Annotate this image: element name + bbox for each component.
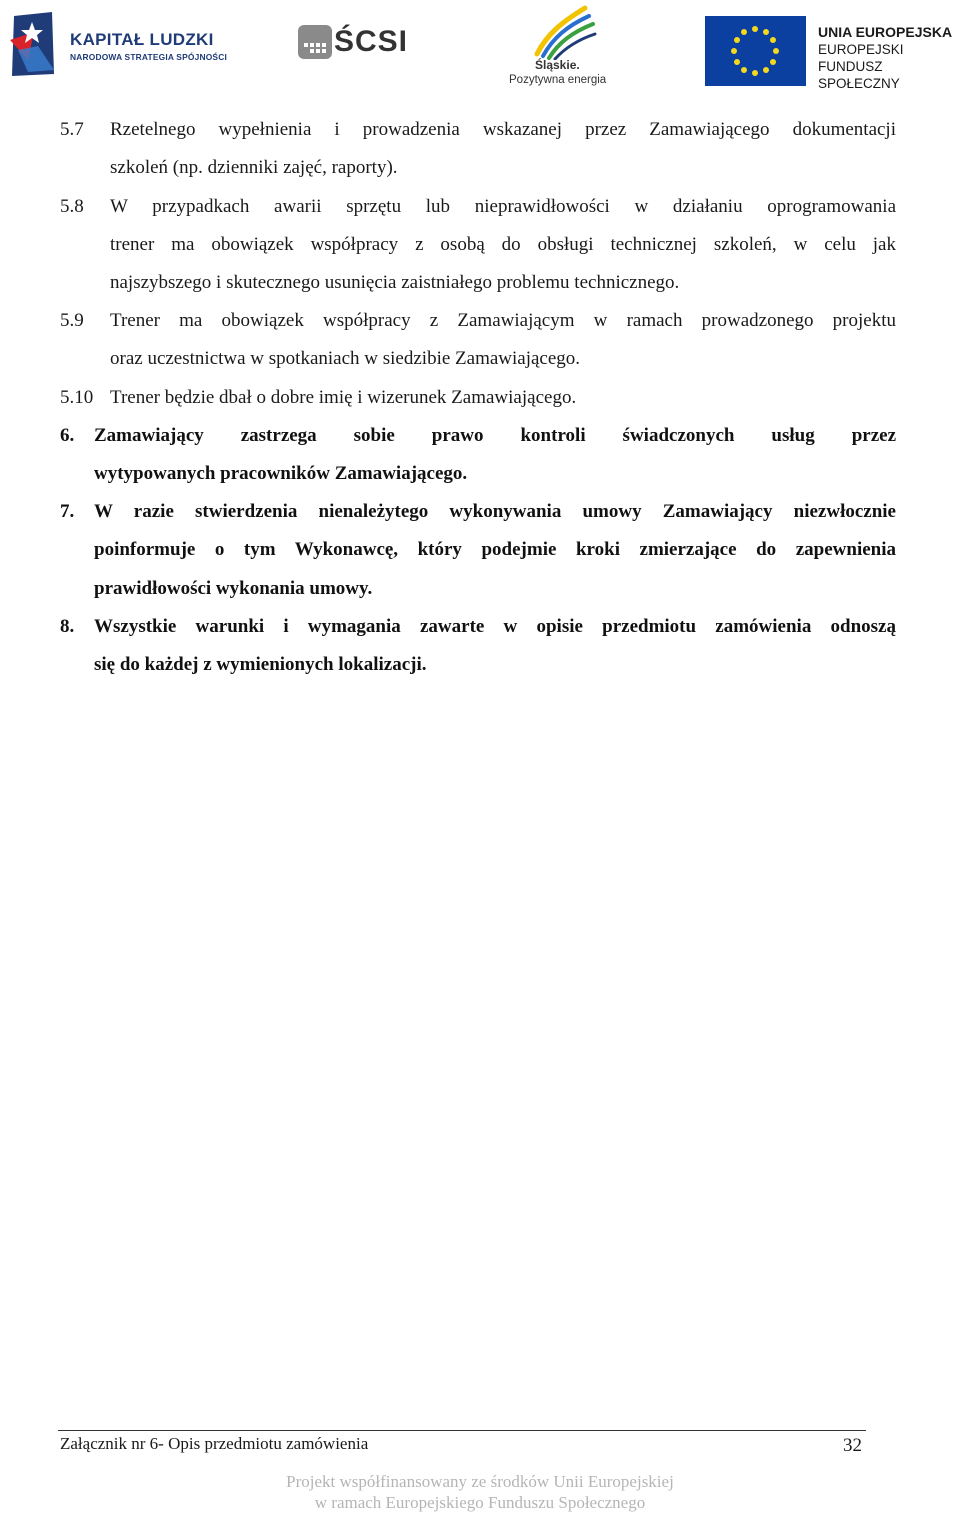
- footer-cofinancing-line-1: Projekt współfinansowany ze środków Unii Europejskiej: [286, 1472, 674, 1491]
- slaskie-slogan: Pozytywna energia: [509, 74, 607, 86]
- footer-cofinancing-line-2: w ramach Europejskiego Funduszu Społecznego: [314, 1493, 646, 1512]
- item-7-line-2: poinformuje o tym Wykonawcę, który podejmie kroki zmierzające do zapewnienia: [94, 539, 896, 560]
- slaskie-name: Śląskie.: [535, 58, 580, 72]
- item-7-number: 7.: [60, 501, 75, 522]
- slaskie-logo: [505, 4, 615, 90]
- item-5-9-number: 5.9: [60, 310, 84, 331]
- kapital-ludzki-title: KAPITAŁ LUDZKI: [70, 30, 214, 49]
- scsi-logo: [298, 22, 428, 62]
- scsi-wordmark: ŚCSI: [334, 25, 409, 58]
- slaskie-swoosh-icon: [527, 4, 597, 60]
- item-5-8-line-2: trener ma obowiązek współpracy z osobą do obsługi technicznej szkoleń, w celu jak: [110, 234, 896, 255]
- eu-fund-line-1: EUROPEJSKI: [818, 42, 904, 57]
- item-6-line-1: Zamawiający zastrzega sobie prawo kontroli świadczonych usług przez: [94, 425, 896, 446]
- item-5-8-number: 5.8: [60, 196, 84, 217]
- eu-title: UNIA EUROPEJSKA: [818, 24, 953, 40]
- item-5-9-line-1: Trener ma obowiązek współpracy z Zamawiającym w ramach prowadzonego projektu: [110, 310, 896, 331]
- item-7-line-3: prawidłowości wykonania umowy.: [94, 578, 373, 599]
- item-5-9-line-2: oraz uczestnictwa w spotkaniach w siedzibie Zamawiającego.: [110, 348, 581, 369]
- page-number: 32: [843, 1435, 862, 1456]
- eu-logo: [705, 16, 960, 91]
- kapital-ludzki-subtitle: NARODOWA STRATEGIA SPÓJNOŚCI: [70, 52, 227, 62]
- item-5-7-line-1: Rzetelnego wypełnienia i prowadzenia wskazanej przez Zamawiającego dokumentacji: [110, 119, 896, 140]
- footer-divider: [58, 1430, 866, 1431]
- item-8-line-2: się do każdej z wymienionych lokalizacji.: [94, 654, 427, 675]
- item-5-7-line-2: szkoleń (np. dzienniki zajęć, raporty).: [110, 157, 398, 178]
- item-6-number: 6.: [60, 425, 75, 446]
- footer-annex-title: Załącznik nr 6- Opis przedmiotu zamówienia: [60, 1434, 369, 1453]
- scsi-mark-icon: [298, 25, 332, 59]
- item-5-8-line-3: najszybszego i skutecznego usunięcia zaistniałego problemu technicznego.: [110, 272, 680, 293]
- kapital-ludzki-logo: [8, 10, 248, 80]
- item-5-10-number: 5.10: [60, 387, 94, 408]
- kapital-ludzki-emblem-icon: [8, 10, 60, 78]
- item-5-7-number: 5.7: [60, 119, 84, 140]
- eu-flag-icon: [705, 16, 806, 86]
- item-8-line-1: Wszystkie warunki i wymagania zawarte w opisie przedmiotu zamówienia odnoszą: [94, 616, 896, 637]
- eu-fund-line-2: FUNDUSZ SPOŁECZNY: [818, 59, 900, 91]
- item-8-number: 8.: [60, 616, 75, 637]
- item-5-10-line-1: Trener będzie dbał o dobre imię i wizerunek Zamawiającego.: [110, 387, 577, 408]
- item-6-line-2: wytypowanych pracowników Zamawiającego.: [94, 463, 468, 484]
- item-5-8-line-1: W przypadkach awarii sprzętu lub nieprawidłowości w działaniu oprogramowania: [110, 196, 896, 217]
- item-7-line-1: W razie stwierdzenia nienależytego wykonywania umowy Zamawiający niezwłocznie: [94, 501, 896, 522]
